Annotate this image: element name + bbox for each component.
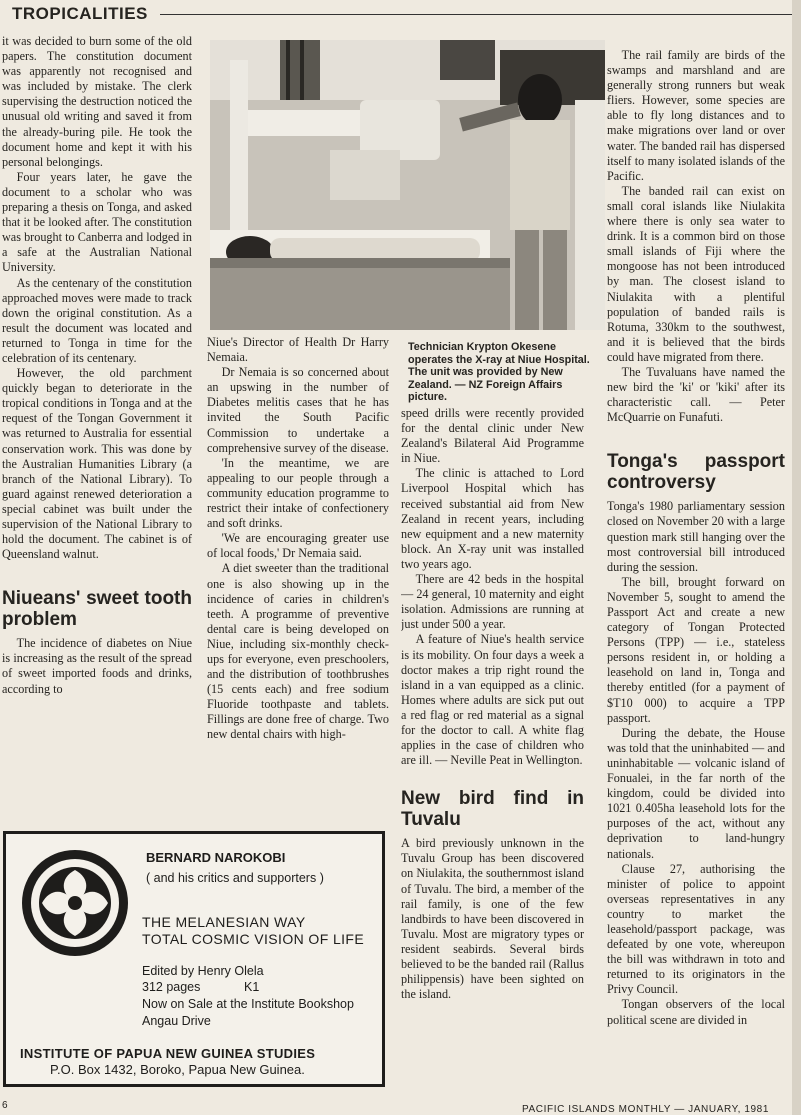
paragraph: As the centenary of the constitution approached moves were made to track down the original constitution. As a result the document was located and returned to Tonga in time for the celebration of its centenary. (2, 275, 192, 365)
col4-paras (607, 48, 785, 425)
col2-paras (207, 335, 389, 743)
paragraph: The incidence of diabetes on Niue is increasing as the result of the spread of sweet imported foods and drinks, according to (2, 636, 192, 696)
page-number: 6 (2, 1100, 8, 1111)
paragraph: speed drills were recently provided for the dental clinic under New Zealand's Bilateral Aid Programme in Niue. (401, 406, 584, 466)
ad-book-subtitle: TOTAL COSMIC VISION OF LIFE (142, 931, 365, 947)
paragraph: 'We are encouraging greater use of local foods,' Dr Nemaia said. (207, 531, 389, 561)
ad-po-box: P.O. Box 1432, Boroko, Papua New Guinea. (50, 1062, 305, 1077)
publication-footer: PACIFIC ISLANDS MONTHLY — JANUARY, 1981 (522, 1104, 769, 1115)
col3-paras2 (401, 836, 584, 1002)
niue-sweet-tooth-headline: Niueans' sweet tooth problem (2, 588, 192, 631)
paragraph: Four years later, he gave the document to a scholar who was preparing a thesis on Tonga, and asked that it be looked after. The constitution was brought to Canberra and lodged in a safe at the Australian National University. (2, 169, 192, 275)
ad-address: Angau Drive (142, 1014, 211, 1028)
paragraph: Niue's Director of Health Dr Harry Nemaia. (207, 335, 389, 365)
xray-photo (210, 40, 605, 330)
col3-paras (401, 406, 584, 768)
paragraph: The bill, brought forward on November 5, sought to amend the Passport Act and create a new category of Tongan Protected Persons (TPP) — i.e., stateless persons resident in, or holding a leasehold on land in, Tonga and thereby entitled (for a payment of $T10 000) to acquire a TPP passport. (607, 574, 785, 725)
tuvalu-bird-headline: New bird find in Tuvalu (401, 788, 584, 831)
column-3 (401, 406, 584, 1090)
ad-institute: INSTITUTE OF PAPUA NEW GUINEA STUDIES (20, 1046, 316, 1061)
xray-photo-illustration (210, 40, 605, 330)
paragraph: A bird previously unknown in the Tuvalu Group has been discovered on Niulakita, the southernmost island of Tuvalu. The bird, a member of the rail family, is one of the few landbirds to have been discovered in Tuvalu. Most are migratory types or resident seabirds. Several birds believed to be the banded rail (Rallus philippensis) have been sighted on the island. (401, 836, 584, 1002)
institute-emblem-icon (20, 848, 130, 958)
paragraph: Clause 27, authorising the minister of police to appoint overseas representatives in any country to market the leasehold/passport package, was defeated by one vote, whereupon the bill was withdrawn in toto and returned to its originators in the Privy Council. (607, 861, 785, 997)
paragraph: The clinic is attached to Lord Liverpool Hospital which has received substantial aid from New Zealand in recent years, including new equipment and a new maternity block. An X-ray unit was installed two years ago. (401, 466, 584, 571)
paragraph: The Tuvaluans have named the new bird the 'ki' or 'kiki' after its characteristic call. — Peter McQuarrie on Funafuti. (607, 364, 785, 425)
column-4 (607, 48, 785, 1098)
col4-paras2 (607, 499, 785, 1027)
ad-pages: 312 pages (142, 980, 201, 994)
paragraph: The rail family are birds of the swamps and marshland and are generally strong runners but weak fliers. However, some species are able to fly long distances and to make migrations over land or over water. The banded rail has dispersed itself to many isolated islands of the Pacific. (607, 48, 785, 183)
ad-editor: Edited by Henry Olela (142, 964, 264, 978)
col1-paras (2, 34, 192, 562)
ad-author: BERNARD NAROKOBI (146, 850, 286, 865)
paragraph: There are 42 beds in the hospital — 24 general, 10 maternity and eight isolation. Admissions are running at just under 500 a year. (401, 572, 584, 632)
column-1 (2, 34, 192, 824)
paragraph: Tonga's 1980 parliamentary session closed on November 20 with a large question mark still hanging over the most controversial bill introduced during the session. (607, 499, 785, 574)
ad-sale: Now on Sale at the Institute Bookshop (142, 997, 354, 1011)
ad-price: K1 (244, 980, 260, 994)
ad-book-title: THE MELANESIAN WAY (142, 914, 306, 930)
paragraph: During the debate, the House was told that the uninhabited — and uninhabitable — volcanic island of Fonualei, in the far north of the kingdom, could be divided into 1021 0.405ha leasehold lots for the purposes of the act, without any deprivation to land-hungry nationals. (607, 725, 785, 861)
paragraph: it was decided to burn some of the old papers. The constitution document was apparently not recognised and was included by mistake. The clerk supervising the destruction noticed the unusual old writing and saved it from the already-buring pile. He took the document home and kept it with his personal belongings. (2, 34, 192, 169)
paragraph: Tongan observers of the local political scene are divided in (607, 997, 785, 1027)
paragraph: However, the old parchment quickly began to deteriorate in the tropical conditions in Tonga and at the request of the Tongan Government it was returned to Australia for essential conservation work. This was done by the Australian Humanities Library (a branch of the National Library). To guard against renewed deterioration a special cabinet was built under the supervision of the National Library to hold the document. The cabinet is of Queensland walnut. (2, 366, 192, 562)
paragraph: A feature of Niue's health service is its mobility. On four days a week a doctor makes a trip right round the island in a van equipped as a clinic. Homes where adults are sick put out a red flag or red material as a signal for the doctor to call. A white flag applies in the case of children who are ill. — Neville Peat in Wellington. (401, 632, 584, 768)
column-2 (207, 335, 389, 825)
book-advertisement (3, 831, 385, 1087)
header-rule (160, 14, 801, 15)
paragraph: 'In the meantime, we are appealing to our people through a community education programme to restrict their intake of confectionery and soft drinks. (207, 455, 389, 531)
paragraph: Dr Nemaia is so concerned about an upswing in the number of Diabetes melitis cases that he has invited the South Pacific Commission to undertake a comprehensive survey of the disease. (207, 365, 389, 455)
ad-subtitle: ( and his critics and supporters ) (146, 871, 324, 885)
photo-caption: Technician Krypton Okesene operates the X-ray at Niue Hospital. The unit was provided by New Zealand. — NZ Foreign Affairs picture. (408, 341, 590, 403)
page-edge (792, 0, 801, 1115)
col1-paras2 (2, 636, 192, 696)
paragraph: A diet sweeter than the traditional one is also showing up in the incidence of caries in children's teeth. A programme of preventive dental care is being developed on Niue, including six-monthly check-ups for everyone, even preschoolers, and the distribution of toothbrushes (15 cents each) and free sodium Fluoride toothpaste and tablets. Fillings are done free of charge. Two new dental chairs with high- (207, 561, 389, 742)
tonga-passport-headline: Tonga's passport controversy (607, 451, 785, 494)
paragraph: The banded rail can exist on small coral islands like Niulakita where there is only sea water to drink. It is a common bird on those small islands of Fiji where the mongoose has not been introduced by man. The closest island to Niulakita with a plentiful population of banded rails is Rotuma, 330km to the southwest, and it is believed that the birds could have migrated from there. (607, 183, 785, 364)
section-title: TROPICALITIES (12, 4, 148, 23)
